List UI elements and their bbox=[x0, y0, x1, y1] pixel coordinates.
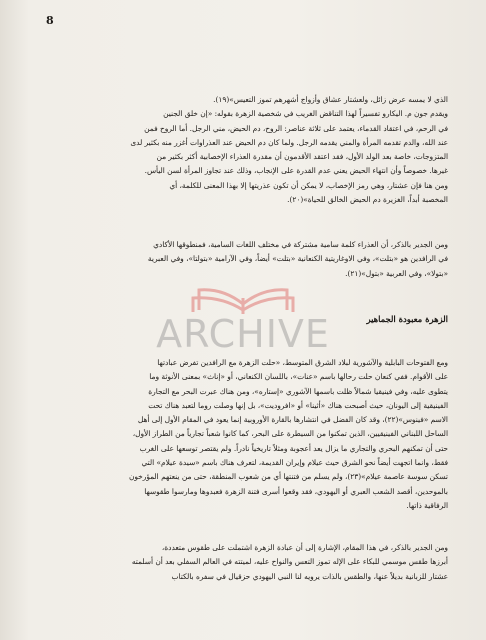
paragraph-1 bbox=[38, 93, 448, 207]
paragraph-2 bbox=[38, 238, 448, 281]
text-line: فقط، وانما اتجهت أيضاً نحو الشرق حيث عيلام وإيران القديمة، لتعرف هناك باسم «سيدة عيلام» التي bbox=[141, 458, 448, 468]
text-line: عند الله، والدم تقدمه المرأة والمني يقدمه الرجل. ولما كان دم الحيض عند العذراوات أغزر منه بكثير لدى bbox=[130, 137, 448, 147]
text-line: ومن هنا فإن عشتار، وهي رمز الإخصاب، لا يمكن أن تكون عذريتها إلا بهذا المعنى للكلمة، أي bbox=[169, 180, 448, 190]
text-line: في الرافدين هو «بتلت»، وفي الاوغاريتية الكنعانية «بتلت» أيضاً، وفي الآرامية «بتولتا»، وفي العبرية bbox=[147, 254, 448, 264]
text-line: المخصبة أبداً، الغزيرة دم الحيض الخالق للحياة»(٢٠). bbox=[287, 195, 448, 205]
text-line: يتطوى عليه، وفي فينيقيا شمالاً ظلت باسمها الآشوري «إستاره»، ومن هناك عبرت البحر مع التجارة bbox=[148, 386, 448, 396]
text-line: الفينيقية إلى اليونان، حيث أصبحت هناك «أثينا» أو «افروديت»، بل إنها وصلت روما لتعبد هناك تحت bbox=[148, 400, 448, 410]
text-line: تسكن سوسة عاصمة عيلام»(٢٣)، ولم يسلم من فتنتها أي من شعوب المنطقة، حتى من ينعتهم المؤرخون bbox=[128, 472, 448, 482]
paragraph-3 bbox=[38, 356, 448, 513]
paragraph-4 bbox=[38, 541, 448, 584]
text-line: ومن الجدير بالذكر، في هذا المقام، الإشارة إلى أن عبادة الزهرة اشتملت على طقوس متعددة، bbox=[161, 543, 448, 552]
text-line: بالموحدين، أقصد الشعب العبري أو اليهودي، فقد وقعوا أسرى فتنة الزهرة فعبدوها ومارسوا طقوسها bbox=[144, 486, 448, 496]
text-line: «بتولا»، وفي العربية «بتول»(٢١). bbox=[345, 268, 448, 278]
text-line: في الرحم، في اعتقاد القدماء، يعتمد على ثلاثة عناصر: الروح، دم الحيض، مني الرجل. أما الروح فمن bbox=[144, 123, 448, 133]
text-line: ومع الفتوحات البابلية والآشورية لبلاد الشرق المتوسط، «حلت الزهرة مع الرافدين تفرض عبادتها bbox=[157, 358, 448, 367]
text-line: الذي لا يمسه عرض زائل، ولعشتار عشاق وأزواج أشهرهم تموز التعيس»(١٩). bbox=[213, 95, 448, 104]
section-heading: الزهرة معبودة الجماهير bbox=[366, 314, 448, 324]
page-number: 8 bbox=[46, 14, 54, 27]
text-line: حتى أن تمكنهم البحري والتجاري ما يزال يعد أعجوبة ومثلاً تاريخياً نادراً. ولم يقتصر توسعها على الغرب bbox=[139, 443, 448, 453]
text-line: الرفاقية ذاتها. bbox=[406, 500, 448, 510]
text-line: غيرها. خصوصاً وأن انتهاء الحيض يعني عدم القدرة على الإنجاب، وذلك عند تجاوز المرأة لسن اليأس. bbox=[144, 166, 448, 176]
text-line: الاسم «فينوس»(٢٢)، وقد كان الفضل في انتشارها بالقارة الأوروبية إنما يعود في المقام الأول إلى أهل bbox=[137, 415, 448, 425]
text-line: على الأقوام. ففي كنعان حلت رحالها باسم «عنات»، باللسان الكنعاني، أو «إناث» بمعنى الأنوثة وما bbox=[149, 372, 448, 382]
watermark-label: ARCHIVE bbox=[156, 312, 330, 356]
text-line: المتزوجات، خاصة بعد الولد الأول، فقد اعتقد الأقدمون أن مقدرة العذراء الإخصابية أكثر بكثير من bbox=[156, 152, 448, 162]
text-line: الساحل اللبناني الفينيقيين، الذين تمكنوا من السيطرة على البحر، كما كانوا شعباً تجارياً من الطراز الأول، bbox=[132, 429, 448, 439]
text-line: عشتار للزبانية بديلاً عنها، والطقس بالذات يرويه لنا النبي اليهودي حزقيال في سفره بالكتاب bbox=[171, 571, 448, 581]
text-line: أبرزها طقس موسمي للبكاء على الإله تموز التعس والنواح عليه، لميتته في العالم السفلي بعد أن أسلمته bbox=[131, 557, 448, 567]
text-line: ويقدم جون م. اليكارو تفسيراً لهذا التناقض الغريب في شخصية الزهرة بقوله: «إن خلق الجنين bbox=[163, 109, 448, 119]
text-line: ومن الجدير بالذكر، أن العذراء كلمة سامية مشتركة في مختلف اللغات السامية، فمنطوقها الأكادي bbox=[153, 240, 448, 249]
book-pages bbox=[193, 290, 293, 314]
